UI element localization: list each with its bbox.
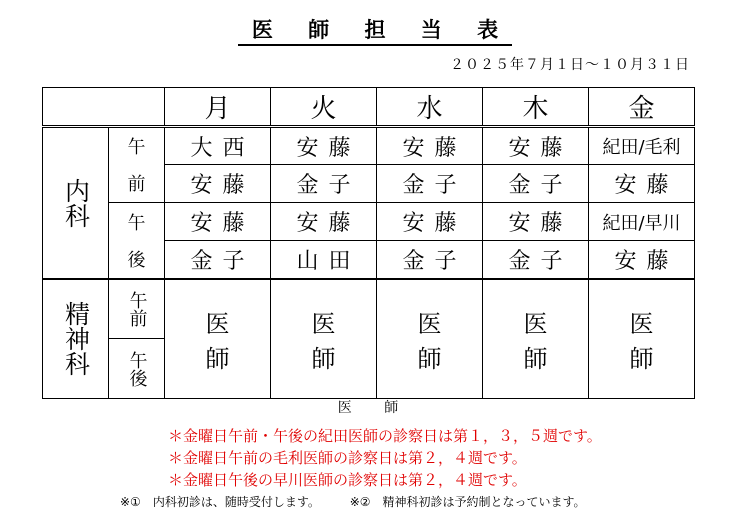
dept-internal: 内科 bbox=[43, 127, 109, 279]
internal-pm-thu: 安藤 bbox=[483, 203, 589, 241]
schedule-period: ２０２５年７月１日～１０月３１日 bbox=[450, 57, 690, 73]
footnote-2: ※② 精神科初診は予約制となっています。 bbox=[349, 495, 586, 509]
dept-psychiatry: 精神科 bbox=[43, 279, 109, 399]
internal-am-mon: 大西 bbox=[165, 127, 271, 165]
internal-am-thu: 安藤 bbox=[483, 127, 589, 165]
internal-pm-fri: 紀田/早川 bbox=[589, 203, 695, 241]
internal-am-tue: 安藤 bbox=[271, 127, 377, 165]
slot-am-2: 前 bbox=[109, 165, 165, 203]
day-tue: 火 bbox=[271, 88, 377, 127]
psych-thu: 医師 bbox=[483, 279, 589, 399]
note-3: ＊金曜日午後の早川医師の診察日は第２，４週です。 bbox=[168, 471, 527, 489]
slot-psy-pm: 午後 bbox=[109, 339, 165, 399]
header-corner bbox=[43, 88, 165, 127]
internal-pm2-thu: 金子 bbox=[483, 241, 589, 279]
internal-pm-wed: 安藤 bbox=[377, 203, 483, 241]
internal-pm-mon: 安藤 bbox=[165, 203, 271, 241]
note-2: ＊金曜日午前の毛利医師の診察日は第２，４週です。 bbox=[168, 449, 527, 467]
slot-pm-1: 午 bbox=[109, 203, 165, 241]
internal-pm2-wed: 金子 bbox=[377, 241, 483, 279]
internal-pm2-mon: 金子 bbox=[165, 241, 271, 279]
under-table-label: 医 師 bbox=[337, 400, 413, 416]
slot-psy-am: 午前 bbox=[109, 279, 165, 339]
day-thu: 木 bbox=[483, 88, 589, 127]
page-title: 医 師 担 当 表 bbox=[0, 14, 750, 44]
note-1: ＊金曜日午前・午後の紀田医師の診察日は第１，３，５週です。 bbox=[168, 427, 602, 445]
slot-am-1: 午 bbox=[109, 127, 165, 165]
internal-am2-fri: 安藤 bbox=[589, 165, 695, 203]
slot-pm-2: 後 bbox=[109, 241, 165, 279]
internal-am2-wed: 金子 bbox=[377, 165, 483, 203]
notes-block bbox=[168, 425, 602, 491]
day-fri: 金 bbox=[589, 88, 695, 127]
psych-tue: 医師 bbox=[271, 279, 377, 399]
internal-pm-tue: 安藤 bbox=[271, 203, 377, 241]
footnote-1: ※① 内科初診は、随時受付します。 bbox=[120, 495, 320, 509]
internal-pm2-fri: 安藤 bbox=[589, 241, 695, 279]
footnotes bbox=[120, 493, 586, 510]
internal-am-wed: 安藤 bbox=[377, 127, 483, 165]
internal-pm2-tue: 山田 bbox=[271, 241, 377, 279]
day-wed: 水 bbox=[377, 88, 483, 127]
psych-fri: 医師 bbox=[589, 279, 695, 399]
internal-am2-tue: 金子 bbox=[271, 165, 377, 203]
psych-wed: 医師 bbox=[377, 279, 483, 399]
internal-am2-mon: 安藤 bbox=[165, 165, 271, 203]
internal-am2-thu: 金子 bbox=[483, 165, 589, 203]
doctor-schedule-table bbox=[42, 87, 695, 399]
day-mon: 月 bbox=[165, 88, 271, 127]
psych-mon: 医師 bbox=[165, 279, 271, 399]
internal-am-fri: 紀田/毛利 bbox=[589, 127, 695, 165]
